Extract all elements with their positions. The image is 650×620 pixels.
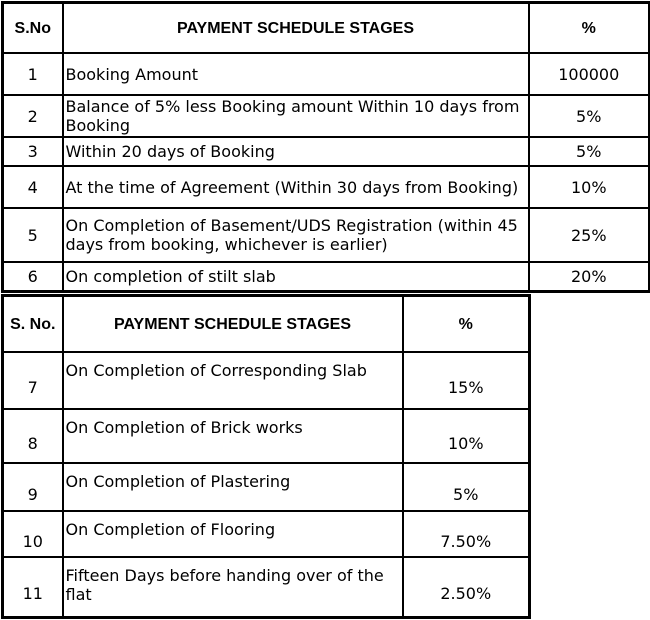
row-stage: Within 20 days of Booking (63, 137, 529, 166)
row-percent: 5% (529, 95, 650, 137)
table-row (3, 166, 650, 208)
header-sno: S. No. (3, 296, 63, 353)
header-percent: % (403, 296, 530, 353)
header-sno: S.No (3, 3, 63, 54)
header-percent: % (529, 3, 650, 54)
row-stage: On completion of stilt slab (63, 262, 529, 291)
row-stage: On Completion of Brick works (63, 409, 403, 463)
row-number: 6 (3, 262, 63, 291)
row-number: 10 (3, 511, 63, 557)
row-percent: 5% (403, 463, 530, 511)
payment-schedule-table-1 (1, 1, 650, 293)
table-row (3, 137, 650, 166)
row-percent: 10% (529, 166, 650, 208)
row-stage: At the time of Agreement (Within 30 days from Booking) (63, 166, 529, 208)
table-header-row (3, 296, 530, 353)
row-percent: 5% (529, 137, 650, 166)
row-number: 1 (3, 53, 63, 95)
table-header-row (3, 3, 650, 54)
row-number: 8 (3, 409, 63, 463)
row-number: 9 (3, 463, 63, 511)
payment-schedule-table-2 (1, 294, 531, 619)
table-row (3, 463, 530, 511)
row-number: 7 (3, 352, 63, 409)
table-row (3, 409, 530, 463)
row-percent: 25% (529, 208, 650, 262)
table-row (3, 511, 530, 557)
header-stages: PAYMENT SCHEDULE STAGES (63, 3, 529, 54)
table-row (3, 53, 650, 95)
row-stage: Balance of 5% less Booking amount Within 10 days from Booking (63, 95, 529, 137)
row-stage: On Completion of Basement/UDS Registration (within 45 days from booking, whichever is earlier) (63, 208, 529, 262)
row-stage: On Completion of Plastering (63, 463, 403, 511)
row-percent: 15% (403, 352, 530, 409)
row-percent: 10% (403, 409, 530, 463)
row-stage: Fifteen Days before handing over of the flat (63, 557, 403, 617)
row-stage: On Completion of Corresponding Slab (63, 352, 403, 409)
table-row (3, 352, 530, 409)
row-number: 11 (3, 557, 63, 617)
table-row (3, 208, 650, 262)
row-number: 5 (3, 208, 63, 262)
row-percent: 7.50% (403, 511, 530, 557)
row-percent: 20% (529, 262, 650, 291)
row-percent: 100000 (529, 53, 650, 95)
header-stages: PAYMENT SCHEDULE STAGES (63, 296, 403, 353)
row-percent: 2.50% (403, 557, 530, 617)
table-row (3, 262, 650, 291)
row-number: 3 (3, 137, 63, 166)
table-row (3, 557, 530, 617)
table-row (3, 95, 650, 137)
row-stage: On Completion of Flooring (63, 511, 403, 557)
row-number: 2 (3, 95, 63, 137)
row-number: 4 (3, 166, 63, 208)
row-stage: Booking Amount (63, 53, 529, 95)
